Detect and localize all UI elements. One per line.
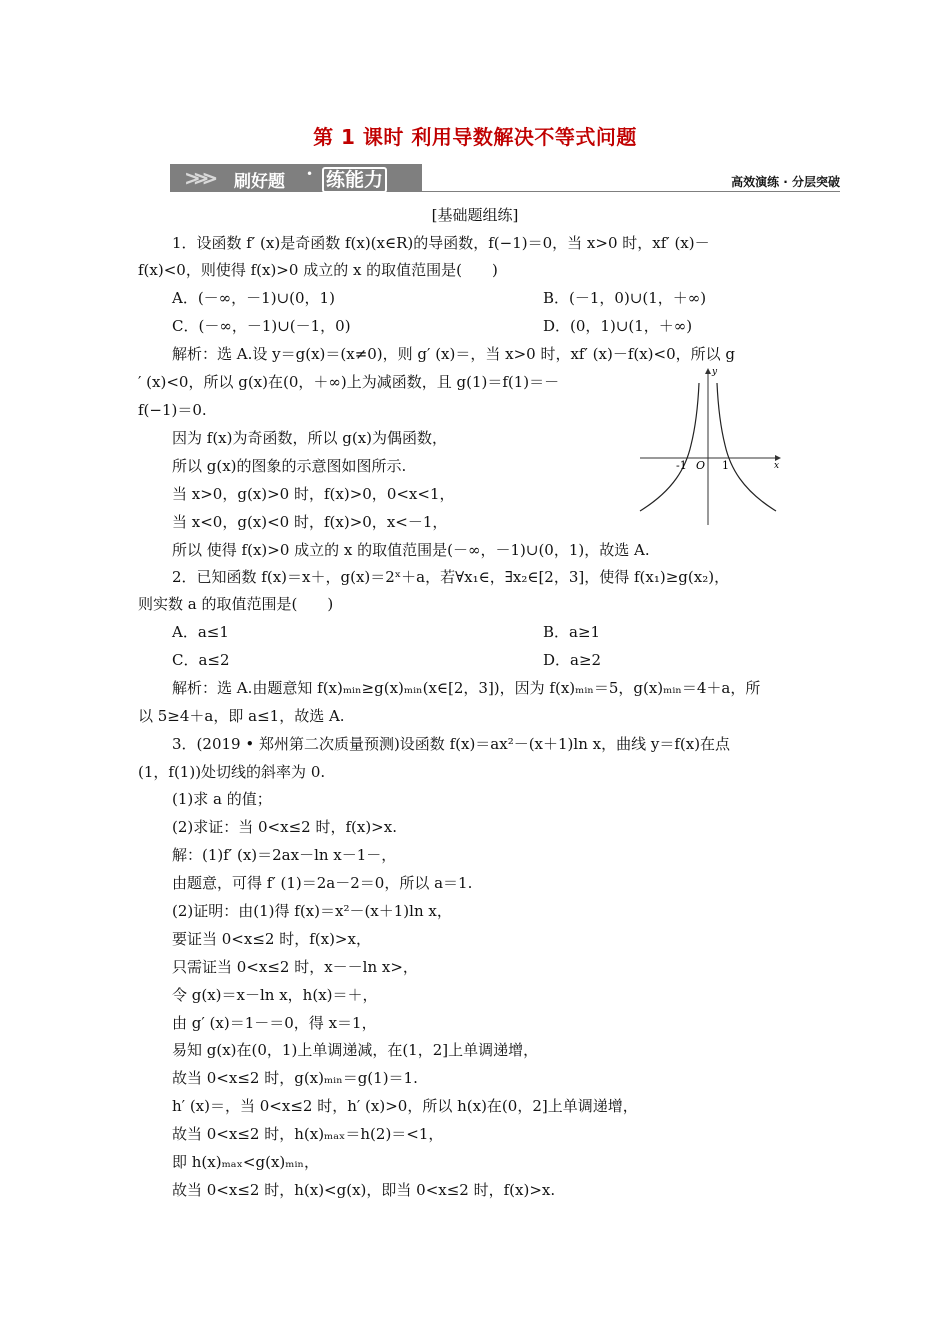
q1-analysis-1: 解析：选 A.设 y＝g(x)＝(x≠0)，则 g′ (x)＝，当 x>0 时，xf′ (x)－f(x)<0，所以 g: [172, 345, 736, 363]
q1-line-2: f(x)<0，则使得 f(x)>0 成立的 x 的取值范围是( ): [138, 261, 498, 279]
section-heading: [基础题组练]: [431, 206, 519, 224]
q3-line-1: 3．(2019 • 郑州第二次质量预测)设函数 f(x)＝ax²－(x＋1)ln x，曲线 y＝f(x)在点: [172, 735, 731, 753]
q2-analysis-2: 以 5≥4＋a，即 a≤1，故选 A.: [138, 707, 345, 725]
q2-option-c: C．a≤2: [172, 651, 230, 669]
q1-analysis-6: 当 x>0，g(x)>0 时，f(x)>0，0<x<1，: [172, 485, 455, 503]
x-label: x: [774, 461, 780, 471]
q2-option-d: D．a≥2: [543, 651, 602, 669]
q1-analysis-3: f(−1)＝0.: [138, 401, 207, 419]
q3-solution-13: 故当 0<x≤2 时，h(x)<g(x)，即当 0<x≤2 时，f(x)>x.: [172, 1181, 556, 1199]
q3-solution-10: h′ (x)＝，当 0<x≤2 时，h′ (x)>0，所以 h(x)在(0，2]上单调递增，: [172, 1097, 638, 1115]
practice-banner: [170, 164, 840, 194]
g-function-graph: [636, 365, 786, 527]
q3-solution-7: 由 g′ (x)＝1－＝0，得 x＝1，: [172, 1014, 377, 1032]
q1-option-b: B．(－1，0)∪(1，＋∞): [543, 289, 707, 307]
q2-analysis-1: 解析：选 A.由题意知 f(x)ₘᵢₙ≥g(x)ₘᵢₙ(x∈[2，3])，因为 f(x)ₘᵢₙ＝5，g(x)ₘᵢₙ＝4＋a，所: [172, 679, 761, 697]
banner-subtitle: 高效演练 · 分层突破: [731, 175, 840, 189]
q3-solution-11: 故当 0<x≤2 时，h(x)ₘₐₓ＝h(2)＝<1，: [172, 1125, 444, 1143]
q2-line-1: 2．已知函数 f(x)＝x＋，g(x)＝2ˣ＋a，若∀x₁∈，∃x₂∈[2，3]，使得 f(x₁)≥g(x₂)，: [172, 568, 730, 586]
banner-underline: [422, 191, 840, 192]
page-title: 第 1 课时 利用导数解决不等式问题: [313, 125, 637, 149]
y-label: y: [712, 367, 718, 377]
q3-solution-9: 故当 0<x≤2 时，g(x)ₘᵢₙ＝g(1)＝1.: [172, 1069, 418, 1087]
origin-label: O: [696, 459, 706, 472]
banner-dot: •: [306, 167, 314, 181]
curve-left: [640, 383, 699, 511]
q1-line-1: 1．设函数 f′ (x)是奇函数 f(x)(x∈R)的导函数，f(−1)＝0，当 x>0 时，xf′ (x)－: [172, 234, 710, 252]
q2-option-a: A．a≤1: [172, 623, 229, 641]
q1-option-d: D．(0，1)∪(1，＋∞): [543, 317, 693, 335]
curve-right: [717, 383, 776, 511]
q3-part-2: (2)求证：当 0<x≤2 时，f(x)>x.: [172, 818, 397, 836]
q1-analysis-5: 所以 g(x)的图象的示意图如图所示.: [172, 457, 407, 475]
q3-part-1: (1)求 a 的值；: [172, 790, 272, 808]
q3-solution-12: 即 h(x)ₘₐₓ<g(x)ₘᵢₙ，: [172, 1153, 319, 1171]
q3-solution-1: 解：(1)f′ (x)＝2ax－ln x－1－，: [172, 846, 397, 864]
q3-line-2: (1，f(1))处切线的斜率为 0.: [138, 763, 326, 781]
q3-solution-2: 由题意，可得 f′ (1)＝2a－2＝0，所以 a＝1.: [172, 874, 473, 892]
q2-line-2: 则实数 a 的取值范围是( ): [138, 595, 334, 613]
banner-label-practice: 刷好题: [234, 172, 285, 192]
q1-analysis-8: 所以 使得 f(x)>0 成立的 x 的取值范围是(－∞，－1)∪(0，1)，故选 A.: [172, 541, 650, 559]
q2-option-b: B．a≥1: [543, 623, 601, 641]
q3-solution-3: (2)证明：由(1)得 f(x)＝x²－(x＋1)ln x，: [172, 902, 452, 920]
q3-solution-4: 要证当 0<x≤2 时，f(x)>x，: [172, 930, 371, 948]
q1-analysis-4: 因为 f(x)为奇函数，所以 g(x)为偶函数，: [172, 429, 448, 447]
tick-1: 1: [722, 459, 729, 472]
q1-option-c: C．(－∞，－1)∪(－1，0): [172, 317, 351, 335]
q1-analysis-2: ′ (x)<0，所以 g(x)在(0，＋∞)上为减函数，且 g(1)＝f(1)＝－: [138, 373, 560, 391]
q1-analysis-7: 当 x<0，g(x)<0 时，f(x)>0，x<－1，: [172, 513, 448, 531]
double-chevron-icon: >>>: [184, 166, 211, 190]
tick-neg1: -1: [676, 459, 687, 472]
q3-solution-5: 只需证当 0<x≤2 时，x－－ln x>，: [172, 958, 418, 976]
banner-label-ability: 练能力: [322, 165, 387, 192]
q1-option-a: A．(－∞，－1)∪(0，1): [172, 289, 335, 307]
q3-solution-8: 易知 g(x)在(0，1)上单调递减，在(1，2]上单调递增，: [172, 1041, 539, 1059]
q3-solution-6: 令 g(x)＝x－ln x，h(x)＝＋，: [172, 986, 378, 1004]
